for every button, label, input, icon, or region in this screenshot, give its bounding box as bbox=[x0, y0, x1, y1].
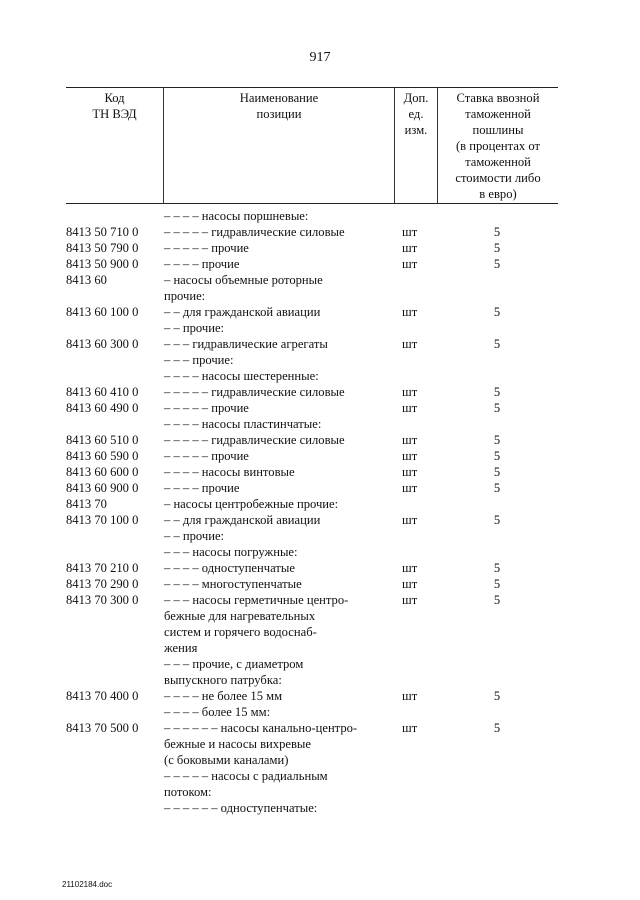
table-row bbox=[66, 800, 558, 816]
row-name-line: – – – – не более 15 мм bbox=[164, 689, 283, 703]
row-name bbox=[164, 432, 396, 448]
row-unit: шт bbox=[402, 465, 418, 479]
row-name-line: – – – – – прочие bbox=[164, 449, 249, 463]
page-number: 917 bbox=[309, 50, 331, 65]
row-code: 8413 60 590 0 bbox=[66, 449, 139, 463]
row-name-line: бежные для нагревательных bbox=[164, 609, 316, 623]
row-rate bbox=[438, 768, 542, 800]
row-name-line: – – прочие: bbox=[164, 529, 225, 543]
row-name-line: – – для гражданской авиации bbox=[164, 305, 321, 319]
row-name-line: – – – – – гидравлические силовые bbox=[164, 225, 345, 239]
row-rate: 5 bbox=[493, 449, 501, 463]
row-name bbox=[164, 688, 396, 704]
table-row bbox=[66, 560, 558, 576]
row-rate bbox=[438, 272, 542, 304]
row-rate bbox=[438, 656, 542, 688]
row-unit: шт bbox=[402, 577, 418, 591]
row-name bbox=[164, 400, 396, 416]
footer-filename: 21102184.doc bbox=[62, 880, 113, 889]
row-code: 8413 60 410 0 bbox=[66, 385, 139, 399]
row-code: 8413 50 900 0 bbox=[66, 257, 139, 271]
row-name bbox=[164, 368, 396, 384]
row-name-line: – – – – более 15 мм: bbox=[164, 705, 271, 719]
row-name bbox=[164, 720, 396, 768]
row-name bbox=[164, 464, 396, 480]
row-name-line: – насосы центробежные прочие: bbox=[164, 497, 339, 511]
row-unit: шт bbox=[402, 689, 418, 703]
row-rate bbox=[438, 496, 542, 512]
row-rate: 5 bbox=[493, 257, 501, 271]
row-unit: шт bbox=[402, 449, 418, 463]
row-unit: шт bbox=[402, 513, 418, 527]
row-rate: 5 bbox=[493, 721, 501, 735]
header-rate: Ставка ввозной таможенной пошлины (в процентах от таможенной стоимости либо в евро) bbox=[455, 91, 541, 201]
row-unit bbox=[396, 528, 438, 544]
row-rate bbox=[438, 208, 542, 224]
row-unit bbox=[396, 320, 438, 336]
table-row bbox=[66, 432, 558, 448]
row-code bbox=[66, 704, 164, 720]
row-rate: 5 bbox=[493, 561, 501, 575]
table-row bbox=[66, 256, 558, 272]
row-rate: 5 bbox=[493, 305, 501, 319]
row-code: 8413 70 500 0 bbox=[66, 721, 139, 735]
row-code bbox=[66, 800, 164, 816]
row-name-line: – – – насосы погружные: bbox=[164, 545, 298, 559]
row-rate: 5 bbox=[493, 513, 501, 527]
row-name bbox=[164, 528, 396, 544]
table-row bbox=[66, 544, 558, 560]
header-unit: Доп. ед. изм. bbox=[403, 91, 429, 137]
row-name bbox=[164, 544, 396, 560]
row-name bbox=[164, 496, 396, 512]
row-name bbox=[164, 208, 396, 224]
row-name-line: – – – – – насосы с радиальным bbox=[164, 769, 328, 783]
row-name bbox=[164, 592, 396, 656]
row-name bbox=[164, 384, 396, 400]
row-name-line: прочие: bbox=[164, 289, 206, 303]
row-name-line: – – – насосы герметичные центро- bbox=[164, 593, 349, 607]
row-name-line: бежные и насосы вихревые bbox=[164, 737, 311, 751]
table-row bbox=[66, 512, 558, 528]
table-row bbox=[66, 464, 558, 480]
row-code: 8413 60 100 0 bbox=[66, 305, 139, 319]
row-rate: 5 bbox=[493, 241, 501, 255]
table-row bbox=[66, 240, 558, 256]
row-name-line: – – – гидравлические агрегаты bbox=[164, 337, 328, 351]
row-name bbox=[164, 256, 396, 272]
row-unit: шт bbox=[402, 385, 418, 399]
table-row bbox=[66, 656, 558, 688]
row-code bbox=[66, 528, 164, 544]
row-rate bbox=[438, 800, 542, 816]
row-rate: 5 bbox=[493, 337, 501, 351]
row-name bbox=[164, 416, 396, 432]
table-row bbox=[66, 768, 558, 800]
row-name-line: потоком: bbox=[164, 785, 212, 799]
row-name bbox=[164, 800, 396, 816]
row-unit: шт bbox=[402, 241, 418, 255]
row-unit: шт bbox=[402, 225, 418, 239]
row-name-line: – – – – – прочие bbox=[164, 241, 249, 255]
row-code: 8413 70 300 0 bbox=[66, 593, 139, 607]
row-name-line: – – – – прочие bbox=[164, 481, 240, 495]
row-name-line: – – – – одноступенчатые bbox=[164, 561, 295, 575]
table-row bbox=[66, 352, 558, 368]
row-rate bbox=[438, 352, 542, 368]
row-code: 8413 50 790 0 bbox=[66, 241, 139, 255]
header-code: Код ТН ВЭД bbox=[92, 91, 137, 121]
table-row bbox=[66, 448, 558, 464]
row-rate bbox=[438, 320, 542, 336]
row-name-line: – насосы объемные роторные bbox=[164, 273, 323, 287]
row-unit bbox=[396, 208, 438, 224]
row-code: 8413 60 bbox=[66, 273, 107, 287]
row-code bbox=[66, 768, 164, 800]
table-row bbox=[66, 336, 558, 352]
table-row bbox=[66, 224, 558, 240]
row-code bbox=[66, 544, 164, 560]
row-unit: шт bbox=[402, 433, 418, 447]
row-unit bbox=[396, 656, 438, 688]
row-unit: шт bbox=[402, 257, 418, 271]
table-row bbox=[66, 400, 558, 416]
table-row bbox=[66, 320, 558, 336]
row-code: 8413 50 710 0 bbox=[66, 225, 139, 239]
table-row bbox=[66, 416, 558, 432]
row-name-line: – – – – прочие bbox=[164, 257, 240, 271]
row-name bbox=[164, 480, 396, 496]
row-code bbox=[66, 416, 164, 432]
row-unit: шт bbox=[402, 481, 418, 495]
row-name bbox=[164, 352, 396, 368]
row-name-line: – – – – – прочие bbox=[164, 401, 249, 415]
row-code: 8413 70 bbox=[66, 497, 107, 511]
row-unit bbox=[396, 544, 438, 560]
row-unit bbox=[396, 704, 438, 720]
row-name-line: – – – – – – насосы канально-центро- bbox=[164, 721, 358, 735]
row-rate: 5 bbox=[493, 385, 501, 399]
row-name bbox=[164, 272, 396, 304]
row-code: 8413 70 290 0 bbox=[66, 577, 139, 591]
row-rate: 5 bbox=[493, 433, 501, 447]
row-unit: шт bbox=[402, 593, 418, 607]
row-code bbox=[66, 352, 164, 368]
table-row bbox=[66, 480, 558, 496]
row-code: 8413 60 510 0 bbox=[66, 433, 139, 447]
row-code: 8413 60 300 0 bbox=[66, 337, 139, 351]
row-unit bbox=[396, 368, 438, 384]
row-code: 8413 70 100 0 bbox=[66, 513, 139, 527]
row-name bbox=[164, 512, 396, 528]
row-name bbox=[164, 704, 396, 720]
row-rate bbox=[438, 704, 542, 720]
row-name-line: – – – – – – одноступенчатые: bbox=[164, 801, 318, 815]
row-rate bbox=[438, 416, 542, 432]
row-name bbox=[164, 304, 396, 320]
row-rate: 5 bbox=[493, 689, 501, 703]
row-name bbox=[164, 336, 396, 352]
header-name: Наименование позиции bbox=[239, 91, 319, 121]
row-rate: 5 bbox=[493, 577, 501, 591]
table-header bbox=[66, 87, 558, 205]
row-name-line: – – – прочие: bbox=[164, 353, 234, 367]
row-name-line: – – – – насосы шестеренные: bbox=[164, 369, 319, 383]
row-name-line: – – прочие: bbox=[164, 321, 225, 335]
row-code: 8413 70 400 0 bbox=[66, 689, 139, 703]
row-unit bbox=[396, 416, 438, 432]
row-unit bbox=[396, 768, 438, 800]
table-row bbox=[66, 208, 558, 224]
row-code bbox=[66, 320, 164, 336]
row-name bbox=[164, 576, 396, 592]
row-name-line: – – – – насосы винтовые bbox=[164, 465, 295, 479]
row-name-line: – – – прочие, с диаметром bbox=[164, 657, 304, 671]
row-code: 8413 60 490 0 bbox=[66, 401, 139, 415]
row-unit: шт bbox=[402, 721, 418, 735]
row-name-line: – – для гражданской авиации bbox=[164, 513, 321, 527]
row-name-line: (с боковыми каналами) bbox=[164, 753, 289, 767]
row-name bbox=[164, 448, 396, 464]
row-code bbox=[66, 368, 164, 384]
row-unit: шт bbox=[402, 337, 418, 351]
row-name bbox=[164, 656, 396, 688]
table-row bbox=[66, 592, 558, 656]
row-rate: 5 bbox=[493, 225, 501, 239]
table-row bbox=[66, 304, 558, 320]
row-name-line: систем и горячего водоснаб- bbox=[164, 625, 317, 639]
row-rate bbox=[438, 528, 542, 544]
row-unit bbox=[396, 352, 438, 368]
row-name bbox=[164, 320, 396, 336]
row-rate bbox=[438, 368, 542, 384]
row-rate: 5 bbox=[493, 401, 501, 415]
row-code: 8413 60 600 0 bbox=[66, 465, 139, 479]
row-unit bbox=[396, 800, 438, 816]
row-unit bbox=[396, 496, 438, 512]
header-bottom-rule bbox=[66, 203, 558, 204]
table-row bbox=[66, 720, 558, 768]
row-code bbox=[66, 656, 164, 688]
row-rate: 5 bbox=[493, 593, 501, 607]
table-row bbox=[66, 576, 558, 592]
row-code bbox=[66, 208, 164, 224]
row-name-line: выпускного патрубка: bbox=[164, 673, 282, 687]
row-rate bbox=[438, 544, 542, 560]
row-name bbox=[164, 240, 396, 256]
row-name bbox=[164, 224, 396, 240]
table-row bbox=[66, 368, 558, 384]
table-body bbox=[66, 208, 558, 816]
row-rate: 5 bbox=[493, 465, 501, 479]
row-unit: шт bbox=[402, 305, 418, 319]
table-row bbox=[66, 704, 558, 720]
row-name-line: – – – – насосы пластинчатые: bbox=[164, 417, 322, 431]
row-code: 8413 70 210 0 bbox=[66, 561, 139, 575]
row-name-line: – – – – – гидравлические силовые bbox=[164, 433, 345, 447]
row-rate: 5 bbox=[493, 481, 501, 495]
row-name bbox=[164, 768, 396, 800]
row-unit: шт bbox=[402, 401, 418, 415]
row-name-line: жения bbox=[164, 641, 198, 655]
row-unit: шт bbox=[402, 561, 418, 575]
row-name-line: – – – – – гидравлические силовые bbox=[164, 385, 345, 399]
table-row bbox=[66, 496, 558, 512]
table-row bbox=[66, 528, 558, 544]
row-unit bbox=[396, 272, 438, 304]
row-code: 8413 60 900 0 bbox=[66, 481, 139, 495]
table-row bbox=[66, 272, 558, 304]
row-name-line: – – – – многоступенчатые bbox=[164, 577, 302, 591]
row-name bbox=[164, 560, 396, 576]
table-row bbox=[66, 688, 558, 704]
table-row bbox=[66, 384, 558, 400]
header-top-rule bbox=[66, 87, 558, 88]
row-name-line: – – – – насосы поршневые: bbox=[164, 209, 309, 223]
